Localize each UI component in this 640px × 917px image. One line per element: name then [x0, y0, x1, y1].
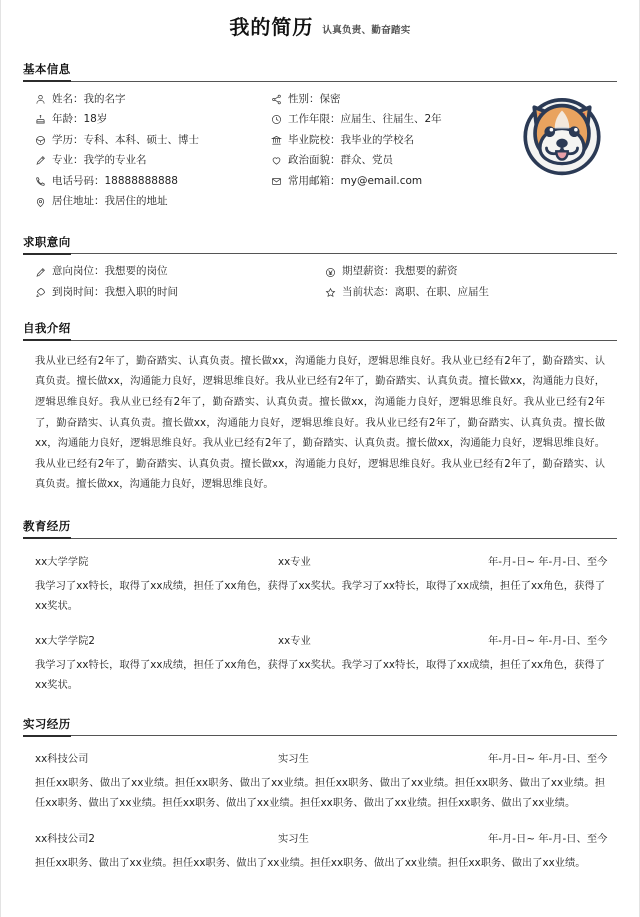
clock-icon	[271, 114, 282, 125]
education-description: 我学习了xx特长，取得了xx成绩，担任了xx角色，获得了xx奖状。我学习了xx特长，取得了xx成绩，担任了xx角色，获得了xx奖状。	[35, 579, 605, 612]
internship-item	[23, 750, 617, 815]
star-icon	[325, 287, 336, 298]
cake-icon	[35, 114, 46, 125]
info-text-email: 常用邮箱：my@email.com	[288, 174, 423, 187]
money-icon	[325, 267, 336, 278]
info-row-political-status	[271, 155, 513, 167]
pen-icon	[35, 267, 46, 278]
info-text-school: 毕业院校：我毕业的学校名	[288, 133, 414, 146]
education-description: 我学习了xx特长，取得了xx成绩，担任了xx角色，获得了xx奖状。我学习了xx特长，取得了xx成绩，担任了xx角色，获得了xx奖状。	[35, 658, 605, 691]
education-icon	[35, 135, 46, 146]
info-text-gender: 性别：保密	[288, 92, 341, 105]
education-item	[23, 632, 617, 697]
info-row-current-status	[325, 287, 603, 299]
internship-role: 实习生	[278, 753, 309, 766]
info-row-expected-salary	[325, 266, 603, 278]
basic-info-body	[23, 82, 617, 217]
internship-description: 担任xx职务、做出了xx业绩。担任xx职务、做出了xx业绩。担任xx职务、做出了xx业绩。担任xx职务、做出了xx业绩。	[35, 856, 586, 869]
mail-icon	[271, 176, 282, 187]
avatar	[513, 86, 611, 184]
internship-role: 实习生	[278, 832, 309, 845]
info-row-gender	[271, 94, 513, 106]
rocket-icon	[35, 287, 46, 298]
info-text-major: 专业：我学的专业名	[52, 154, 147, 167]
info-row-age	[35, 114, 263, 126]
info-row-phone	[35, 176, 263, 188]
internship-description: 担任xx职务、做出了xx业绩。担任xx职务、做出了xx业绩。担任xx职务、做出了xx业绩。担任xx职务、做出了xx业绩。担任xx职务、做出了xx业绩。担任xx职务、做出了xx业绩。担任xx职务、做出了xx业绩。担任xx职务、做出了xx业绩。	[35, 777, 605, 810]
info-text-work-years: 工作年限：应届生、往届生、2年	[288, 113, 442, 126]
internship-header-row	[23, 830, 617, 845]
page-subtitle: 认真负责、勤奋踏实	[322, 25, 411, 36]
internship-date: 年-月-日~ 年-月-日、至今	[488, 753, 608, 766]
section-education	[23, 515, 617, 697]
info-row-email	[271, 176, 513, 188]
education-item	[23, 553, 617, 618]
internship-date: 年-月-日~ 年-月-日、至今	[488, 832, 608, 845]
info-text-start-date: 到岗时间：我想入职的时间	[52, 285, 178, 298]
education-org: xx大学学院2	[35, 634, 95, 647]
internship-org: xx科技公司2	[35, 832, 95, 845]
user-icon	[35, 94, 46, 105]
info-text-age: 年龄：18岁	[52, 113, 108, 126]
info-text-expected-salary: 期望薪资：我想要的薪资	[342, 265, 458, 278]
section-internship	[23, 713, 617, 875]
school-icon	[271, 135, 282, 146]
location-icon	[35, 197, 46, 208]
info-text-name: 姓名：我的名字	[52, 92, 126, 105]
basic-info-column-right	[263, 94, 513, 217]
self-intro-text: 我从业已经有2年了，勤奋踏实、认真负责。擅长做xx，沟通能力良好，逻辑思维良好。我从业已经有2年了，勤奋踏实、认真负责。擅长做xx，沟通能力良好，逻辑思维良好。我从业已经有2年了，勤奋踏实、认真负责。擅长做xx，沟通能力良好，逻辑思维良好。我从业已经有2年了，勤奋踏实、认真负责。擅长做xx，沟通能力良好，逻辑思维良好。我从业已经有2年了，勤奋踏实、认真负责。擅长做xx，沟通能力良好，逻辑思维良好。我从业已经有2年了，勤奋踏实、认真负责。擅长做xx，沟通能力良好，逻辑思维良好。我从业已经有2年了，勤奋踏实、认真负责。擅长做xx，沟通能力良好，逻辑思维良好。我从业已经有2年了，勤奋踏实、认真负责。擅长做xx，沟通能力良好，逻辑思维良好。我从业已经有2年了，勤奋踏实、认真负责。擅长做xx，沟通能力良好，逻辑思维良好。	[35, 354, 605, 491]
basic-info-column-left	[23, 94, 263, 217]
gender-icon	[271, 94, 282, 105]
education-header-row	[23, 553, 617, 568]
internship-org: xx科技公司	[35, 753, 89, 766]
info-row-start-date	[35, 287, 313, 299]
info-row-education-level	[35, 135, 263, 147]
section-heading-education: 教育经历	[23, 518, 71, 539]
info-text-target-position: 意向岗位：我想要的岗位	[52, 265, 168, 278]
pen-icon	[35, 155, 46, 166]
section-job-intent	[23, 231, 617, 308]
info-text-phone: 电话号码：18888888888	[52, 174, 178, 187]
education-header-row	[23, 632, 617, 647]
info-text-current-status: 当前状态：离职、在职、应届生	[342, 285, 489, 298]
info-row-school	[271, 135, 513, 147]
section-heading-basic-info: 基本信息	[23, 61, 71, 82]
education-major: xx专业	[278, 555, 311, 568]
phone-icon	[35, 176, 46, 187]
info-row-work-years	[271, 114, 513, 126]
document-header	[23, 0, 617, 46]
info-row-address	[35, 196, 263, 208]
info-text-education-level: 学历：专科、本科、硕士、博士	[52, 133, 199, 146]
education-major: xx专业	[278, 634, 311, 647]
section-divider	[23, 538, 617, 539]
info-row-name	[35, 94, 263, 106]
job-intent-column-right	[313, 266, 603, 307]
job-intent-body	[23, 254, 617, 307]
section-heading-job-intent: 求职意向	[23, 234, 71, 255]
section-basic-info	[23, 58, 617, 217]
section-heading-internship: 实习经历	[23, 716, 71, 737]
section-divider	[23, 735, 617, 736]
internship-item	[23, 830, 617, 875]
section-heading-self-intro: 自我介绍	[23, 320, 71, 341]
info-row-major	[35, 155, 263, 167]
education-date: 年-月-日~ 年-月-日、至今	[488, 634, 608, 647]
heart-icon	[271, 155, 282, 166]
info-row-target-position	[35, 266, 313, 278]
page-title: 我的简历	[229, 15, 314, 39]
info-text-address: 居住地址：我居住的地址	[52, 195, 168, 208]
education-org: xx大学学院	[35, 555, 89, 568]
internship-header-row	[23, 750, 617, 765]
info-text-political-status: 政治面貌：群众、党员	[288, 154, 393, 167]
section-self-intro	[23, 317, 617, 499]
job-intent-column-left	[23, 266, 313, 307]
education-date: 年-月-日~ 年-月-日、至今	[488, 555, 608, 568]
